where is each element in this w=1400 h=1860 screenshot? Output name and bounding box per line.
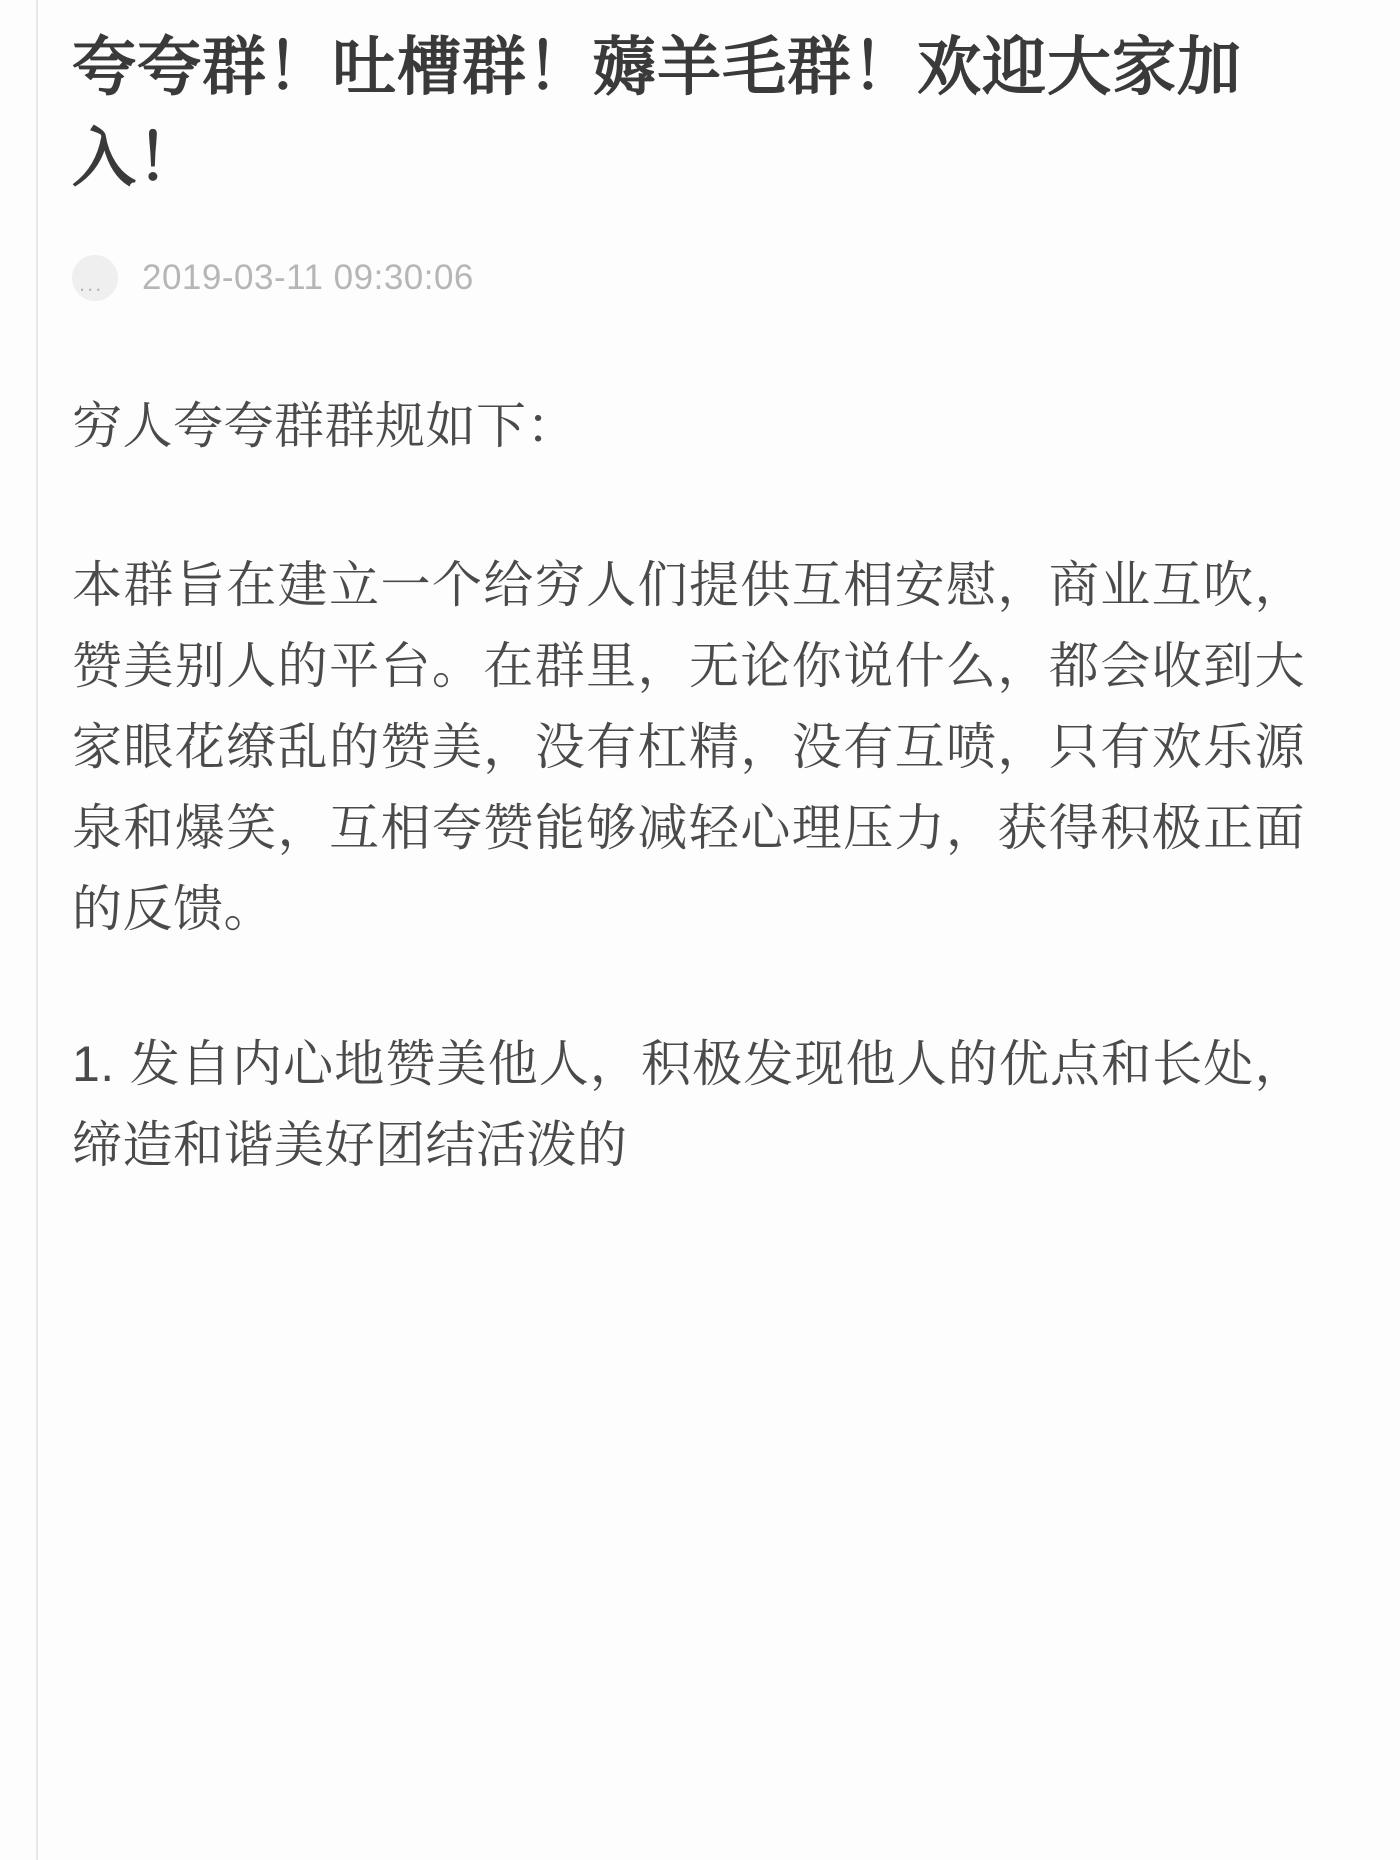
paragraph-rules-heading: 穷人夸夸群群规如下： <box>72 397 577 454</box>
publish-timestamp: 2019-03-11 09:30:06 <box>142 257 474 297</box>
page-title: 夸夸群！吐槽群！薅羊毛群！欢迎大家加入！ <box>72 31 1242 194</box>
avatar-dots-icon: ... <box>79 270 104 296</box>
article-body <box>72 386 1305 1186</box>
article-meta <box>72 256 1305 300</box>
paragraph-purpose: 本群旨在建立一个给穷人们提供互相安慰，商业互吹，赞美别人的平台。在群里，无论你说什么，都会收到大家眼花缭乱的赞美，没有杠精，没有互喷，只有欢乐源泉和爆笑，互相夸赞能够减轻心理压力，获得积极正面的反馈。 <box>72 556 1305 937</box>
left-margin-rule <box>36 0 38 1860</box>
avatar[interactable] <box>72 255 118 301</box>
paragraph-rule-1: 1. 发自内心地赞美他人，积极发现他人的优点和长处，缔造和谐美好团结活泼的 <box>72 1035 1305 1173</box>
